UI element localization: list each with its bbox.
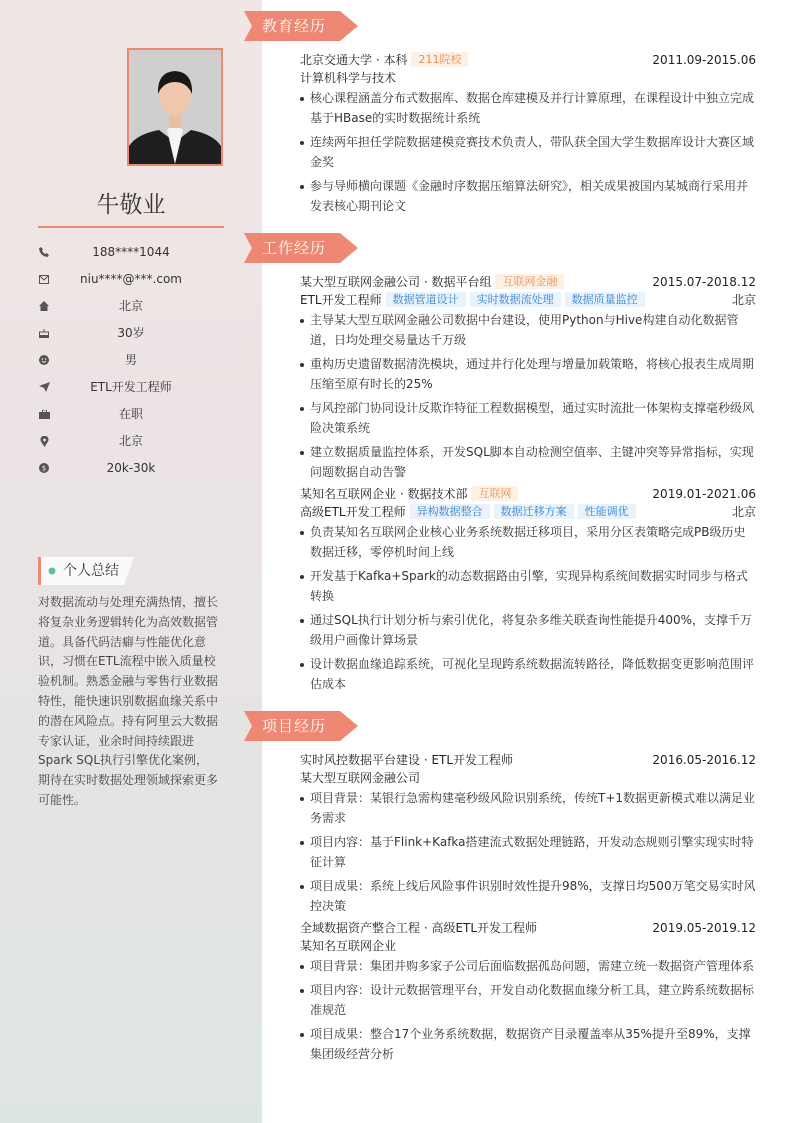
- job-bullet-text: 设计数据血缘追踪系统，可视化呈现跨系统数据流转路径，降低数据变更影响范围评估成本: [310, 657, 755, 691]
- info-home: [38, 298, 224, 318]
- project-name: 全域数据资产整合工程 · 高级ETL开发工程师: [300, 921, 538, 935]
- job-bullet: [300, 310, 756, 350]
- work-title: 工作经历: [262, 239, 327, 257]
- job-bullet: [300, 654, 756, 694]
- project-bullet: [300, 956, 756, 976]
- project-title-row: [300, 920, 756, 936]
- job-role: ETL开发工程师: [300, 293, 382, 307]
- info-age: [38, 325, 224, 345]
- work-heading: [244, 233, 358, 263]
- education-bullet-text: 核心课程涵盖分布式数据库、数据仓库建模及并行计算原理，在课程设计中独立完成基于HBase的实时数据统计系统: [310, 91, 755, 125]
- info-phone: [38, 244, 224, 264]
- summary-heading: [38, 557, 134, 585]
- job-company: 某大型互联网金融公司 · 数据平台组: [300, 275, 492, 289]
- skill-tag: 实时数据流处理: [470, 292, 561, 307]
- bullet-dot: [300, 97, 304, 101]
- project-bullet-text: 项目成果：系统上线后风险事件识别时效性提升98%，支撑日均500万笔交易实时风控决策: [310, 879, 756, 913]
- bullet-dot: [300, 797, 304, 801]
- job-bullet-text: 负责某知名互联网企业核心业务系统数据迁移项目，采用分区表策略完成PB级历史数据迁移，零停机时间上线: [310, 525, 746, 559]
- salary-text: 20k-30k: [106, 461, 156, 475]
- education-bullet-text: 连续两年担任学院数据建模竞赛技术负责人，带队获全国大学生数据库设计大赛区域金奖: [310, 135, 755, 169]
- bullet-dot: [300, 407, 304, 411]
- job-company: 某知名互联网企业 · 数据技术部: [300, 487, 468, 501]
- education-school-row: [300, 52, 756, 68]
- project-bullet: [300, 876, 756, 916]
- bullet-dot: [300, 1033, 304, 1037]
- candidate-name: 牛敬业: [96, 192, 166, 218]
- svg-text:$: $: [41, 464, 47, 473]
- phone-text: 188****1044: [92, 245, 170, 259]
- status-text: 在职: [118, 407, 143, 421]
- job-bullet: [300, 522, 756, 562]
- job-company-row: [300, 486, 756, 502]
- bullet-dot: [300, 885, 304, 889]
- job-role-row: [300, 504, 756, 520]
- job-bullet-text: 主导某大型互联网金融公司数据中台建设，使用Python与Hive构建自动化数据管道，日均处理交易量达千万级: [310, 313, 739, 347]
- skill-tag: 性能调优: [578, 504, 636, 519]
- bullet-dot: [300, 531, 304, 535]
- bullet-dot: [300, 663, 304, 667]
- bullet-dot: [300, 319, 304, 323]
- bullet-dot: [300, 575, 304, 579]
- project-date: 2016.05-2016.12: [652, 753, 756, 767]
- projects-heading: [244, 711, 358, 741]
- project-bullet: [300, 1024, 756, 1064]
- bullet-dot: [300, 363, 304, 367]
- position-text: ETL开发工程师: [90, 380, 172, 394]
- gender-text: 男: [124, 353, 137, 367]
- job-bullet-text: 开发基于Kafka+Spark的动态数据路由引擎，实现异构系统间数据实时同步与格式转换: [310, 569, 748, 603]
- email-text: niu****@***.com: [80, 272, 182, 286]
- skill-tag: 数据迁移方案: [494, 504, 574, 519]
- project-bullet-text: 项目背景：集团并购多家子公司后面临数据孤岛问题，需建立统一数据资产管理体系: [310, 959, 755, 973]
- job-bullet-text: 建立数据质量监控体系，开发SQL脚本自动检测空值率、主键冲突等异常指标，实现问题数据自动告警: [310, 445, 754, 479]
- bullet-dot: [300, 141, 304, 145]
- project-org: 某知名互联网企业: [300, 939, 397, 953]
- education-heading: [244, 11, 358, 41]
- education-bullet: [300, 176, 756, 216]
- project-bullet: [300, 832, 756, 872]
- job-bullet-text: 通过SQL执行计划分析与索引优化，将复杂多维关联查询性能提升400%，支撑千万级用户画像计算场景: [310, 613, 753, 647]
- profile-photo: [127, 48, 223, 166]
- education-bullet-text: 参与导师横向课题《金融时序数据压缩算法研究》，相关成果被国内某城商行采用并发表核心期刊论文: [310, 179, 749, 213]
- summary-text: 对数据流动与处理充满热情，擅长将复杂业务逻辑转化为高效数据管道。具备代码洁癖与性能优化意识，习惯在ETL流程中嵌入质量校验机制。熟悉金融与零售行业数据特性，能快速识别数据血缘关系中的潜在风险点。持有阿里云大数据专家认证，业余时间持续跟进Spark SQL执行引擎优化案例，期待在实时数据处理领域探索更多可能性。: [38, 595, 219, 807]
- job-role-row: [300, 292, 756, 308]
- project-bullet-text: 项目内容：设计元数据管理平台，开发自动化数据血缘分析工具，建立跨系统数据标准规范: [310, 983, 755, 1017]
- school-name: 北京交通大学 · 本科: [300, 53, 408, 67]
- info-salary: [38, 460, 224, 480]
- project-bullet: [300, 980, 756, 1020]
- skill-tag: 数据管道设计: [386, 292, 466, 307]
- job-bullet: [300, 566, 756, 606]
- industry-tag: 互联网金融: [495, 274, 564, 289]
- skill-tag: 数据质量监控: [565, 292, 645, 307]
- sidebar: [0, 0, 262, 1123]
- education-bullet: [300, 132, 756, 172]
- job-bullet: [300, 398, 756, 438]
- home-text: 北京: [118, 299, 143, 313]
- projects-title: 项目经历: [262, 717, 327, 735]
- job-company-row: [300, 274, 756, 290]
- job-bullet: [300, 442, 756, 482]
- bullet-dot: [300, 619, 304, 623]
- job-date: 2015.07-2018.12: [652, 275, 756, 289]
- location-text: 北京: [118, 434, 143, 448]
- job-role: 高级ETL开发工程师: [300, 505, 406, 519]
- info-email: [38, 271, 224, 291]
- project-org: 某大型互联网金融公司: [300, 771, 421, 785]
- bullet-dot: [300, 451, 304, 455]
- school-tag: 211院校: [411, 52, 468, 67]
- info-location: [38, 433, 224, 453]
- education-bullet: [300, 88, 756, 128]
- bullet-dot: [300, 185, 304, 189]
- bullet-dot: [300, 841, 304, 845]
- bullet-dot: [300, 989, 304, 993]
- name-divider: [38, 226, 224, 228]
- bullet-dot: [300, 965, 304, 969]
- project-name: 实时风控数据平台建设 · ETL开发工程师: [300, 753, 514, 767]
- industry-tag: 互联网: [471, 486, 518, 501]
- avatar: [129, 50, 221, 164]
- project-bullet: [300, 788, 756, 828]
- job-city: 北京: [731, 505, 756, 519]
- education-major: 计算机科学与技术: [300, 71, 397, 85]
- age-text: 30岁: [117, 326, 145, 340]
- job-bullet: [300, 354, 756, 394]
- job-bullet-text: 重构历史遗留数据清洗模块，通过并行化处理与增量加载策略，将核心报表生成周期压缩至原有时长的25%: [310, 357, 755, 391]
- project-date: 2019.05-2019.12: [652, 921, 756, 935]
- job-date: 2019.01-2021.06: [652, 487, 756, 501]
- job-bullet-text: 与风控部门协同设计反欺诈特征工程数据模型，通过实时流批一体架构支撑毫秒级风险决策系统: [310, 401, 755, 435]
- info-position: [38, 379, 224, 399]
- project-bullet-text: 项目内容：基于Flink+Kafka搭建流式数据处理链路，开发动态规则引擎实现实时特征计算: [310, 835, 754, 869]
- project-bullet-text: 项目背景：某银行急需构建毫秒级风险识别系统，传统T+1数据更新模式难以满足业务需求: [310, 791, 756, 825]
- skill-tag: 异构数据整合: [410, 504, 490, 519]
- summary-title: 个人总结: [63, 563, 119, 579]
- education-date: 2011.09-2015.06: [652, 53, 756, 67]
- job-city: 北京: [731, 293, 756, 307]
- info-status: [38, 406, 224, 426]
- education-title: 教育经历: [262, 17, 327, 35]
- project-bullet-text: 项目成果：整合17个业务系统数据，数据资产目录覆盖率从35%提升至89%，支撑集团级经营分析: [310, 1027, 751, 1061]
- project-title-row: [300, 752, 756, 768]
- info-gender: [38, 352, 224, 372]
- job-bullet: [300, 610, 756, 650]
